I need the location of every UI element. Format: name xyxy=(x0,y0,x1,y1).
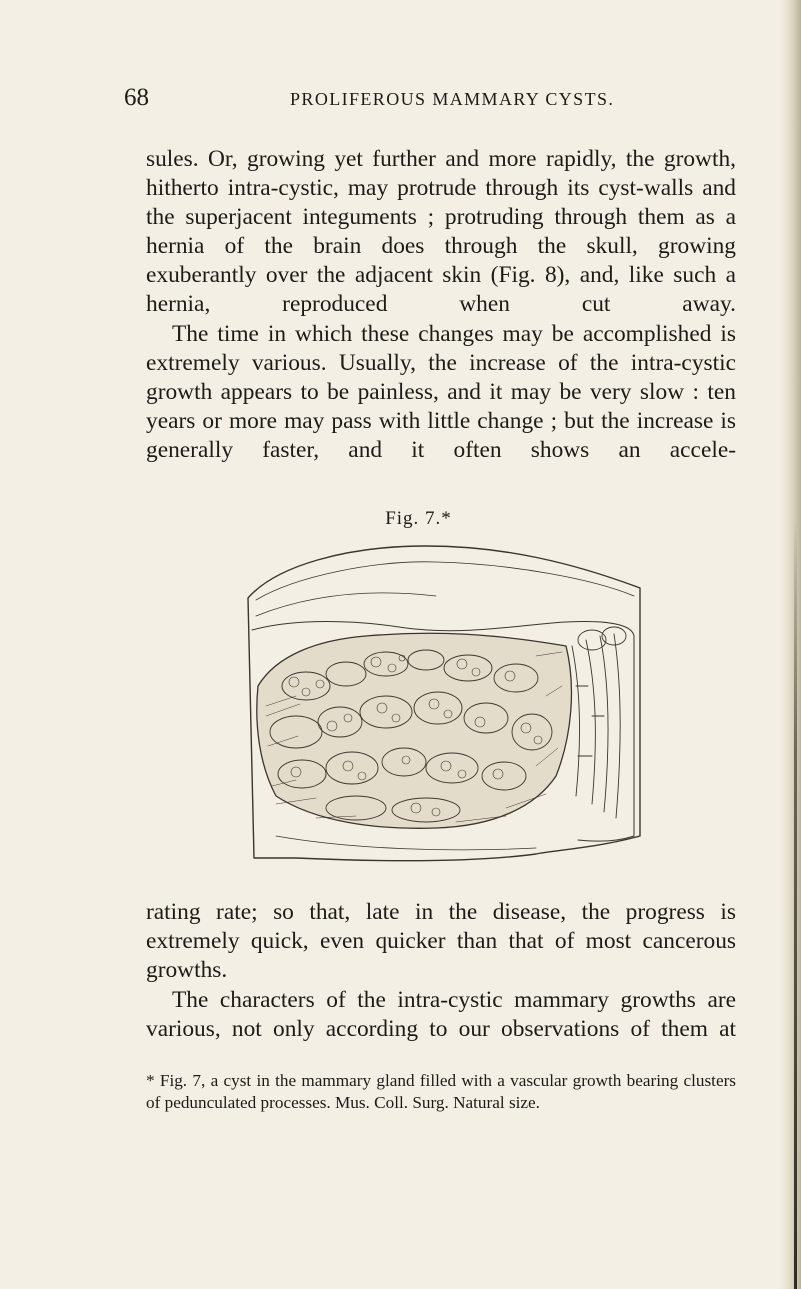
page-number: 68 xyxy=(124,84,149,111)
footnote: * Fig. 7, a cyst in the mammary gland filled with a vascular growth bearing clusters of pedunculated processes. Mus. Coll. Surg. Natural size. xyxy=(146,1071,736,1113)
figure-cyst-illustration xyxy=(236,536,664,880)
page-edge-line xyxy=(794,520,797,1289)
page-header xyxy=(124,80,744,116)
paragraph-4: The characters of the intra-cystic mammary growths are various, not only according to our observations of them at xyxy=(146,987,736,1043)
running-head: PROLIFEROUS MAMMARY CYSTS. xyxy=(290,89,615,109)
figure-label: Fig. 7.* xyxy=(385,508,452,529)
paragraph-1: sules. Or, growing yet further and more rapidly, the growth, hitherto intra-cystic, may protrude through its cyst-walls and the superjacent integuments ; protruding through them as a hernia of the brain does through the skull, growing exuberantly over the adjacent skin (Fig. 8), and, like such a hernia, reproduced when cut away. xyxy=(146,146,736,318)
paragraph-2: The time in which these changes may be accomplished is extremely various. Usually, the increase of the intra-cystic growth appears to be painless, and it may be very slow : ten years or more may pass with little change ; but the increase is generally faster, and it often shows an accele- xyxy=(146,321,736,464)
paragraph-3: rating rate; so that, late in the disease, the progress is extremely quick, even quicker than that of most cancerous growths. xyxy=(146,899,736,984)
page-edge-shadow xyxy=(779,0,801,1289)
